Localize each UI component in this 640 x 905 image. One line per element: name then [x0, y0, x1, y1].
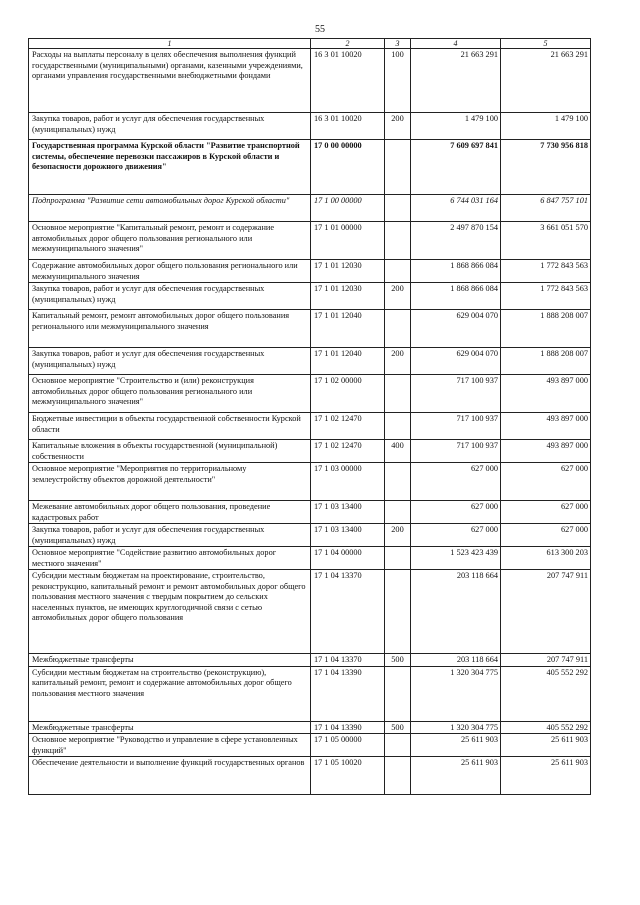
row-value-year-2: 493 897 000: [501, 375, 591, 413]
row-value-year-2: 1 888 208 007: [501, 310, 591, 348]
row-expense-type: 200: [385, 283, 411, 310]
table-row: [29, 195, 591, 222]
table-row: [29, 654, 591, 667]
row-expense-type: [385, 547, 411, 570]
row-expense-type: [385, 570, 411, 654]
row-value-year-1: 717 100 937: [411, 440, 501, 463]
row-name: Основное мероприятие "Капитальный ремонт, ремонт и содержание автомобильных дорог общего пользования регионального или межмуниципального значения": [29, 222, 311, 260]
table-row: [29, 310, 591, 348]
row-expense-type: [385, 501, 411, 524]
header-col-1: 1: [29, 39, 311, 49]
budget-table: [28, 38, 591, 795]
header-col-5: 5: [501, 39, 591, 49]
row-value-year-2: 493 897 000: [501, 440, 591, 463]
row-name: Закупка товаров, работ и услуг для обеспечения государственных (муниципальных) нужд: [29, 348, 311, 375]
header-col-2: 2: [311, 39, 385, 49]
row-name: Подпрограмма "Развитие сети автомобильных дорог Курской области": [29, 195, 311, 222]
row-code: 17 1 05 00000: [311, 734, 385, 757]
row-value-year-2: 1 479 100: [501, 113, 591, 140]
row-value-year-2: 6 847 757 101: [501, 195, 591, 222]
row-value-year-1: 629 004 070: [411, 348, 501, 375]
row-value-year-2: 405 552 292: [501, 721, 591, 734]
row-name: Содержание автомобильных дорог общего пользования регионального или межмуниципального значения: [29, 260, 311, 283]
row-name: Субсидии местным бюджетам на проектирование, строительство, реконструкцию, капитальный ремонт и ремонт автомобильных дорог общего пользования местного значения с твердым покрытием до сельских населенных пунктов, не имеющих круглогодичной связи с сетью автомобильных дорог общего пользования: [29, 570, 311, 654]
row-name: Межевание автомобильных дорог общего пользования, проведение кадастровых работ: [29, 501, 311, 524]
row-value-year-2: 1 772 843 563: [501, 283, 591, 310]
row-code: 17 1 04 00000: [311, 547, 385, 570]
table-row: [29, 140, 591, 195]
row-name: Капитальные вложения в объекты государственной (муниципальной) собственности: [29, 440, 311, 463]
row-value-year-1: 627 000: [411, 463, 501, 501]
row-value-year-2: 627 000: [501, 524, 591, 547]
row-code: 17 1 01 12040: [311, 348, 385, 375]
row-value-year-1: 7 609 697 841: [411, 140, 501, 195]
row-code: 16 3 01 10020: [311, 113, 385, 140]
row-name: Основное мероприятие "Строительство и (или) реконструкция автомобильных дорог общего пользования регионального или межмуниципального значения": [29, 375, 311, 413]
row-value-year-1: 629 004 070: [411, 310, 501, 348]
row-code: 17 1 03 13400: [311, 501, 385, 524]
row-code: 17 1 04 13390: [311, 721, 385, 734]
row-code: 17 1 00 00000: [311, 195, 385, 222]
table-row: [29, 49, 591, 113]
row-expense-type: 100: [385, 49, 411, 113]
row-name: Бюджетные инвестиции в объекты государственной собственности Курской области: [29, 413, 311, 440]
row-name: Основное мероприятие "Содействие развитию автомобильных дорог местного значения": [29, 547, 311, 570]
row-expense-type: [385, 140, 411, 195]
table-row: [29, 547, 591, 570]
row-value-year-2: 7 730 956 818: [501, 140, 591, 195]
row-expense-type: [385, 195, 411, 222]
row-value-year-2: 405 552 292: [501, 666, 591, 721]
table-row: [29, 721, 591, 734]
row-value-year-1: 203 118 664: [411, 654, 501, 667]
row-expense-type: [385, 757, 411, 795]
table-row: [29, 463, 591, 501]
table-row: [29, 113, 591, 140]
row-expense-type: [385, 413, 411, 440]
header-col-4: 4: [411, 39, 501, 49]
row-value-year-1: 203 118 664: [411, 570, 501, 654]
row-expense-type: [385, 463, 411, 501]
row-value-year-1: 627 000: [411, 524, 501, 547]
row-expense-type: [385, 310, 411, 348]
row-code: 17 1 02 12470: [311, 413, 385, 440]
row-code: 17 1 02 12470: [311, 440, 385, 463]
table-row: [29, 375, 591, 413]
row-expense-type: 200: [385, 113, 411, 140]
row-value-year-1: 1 523 423 439: [411, 547, 501, 570]
row-value-year-1: 717 100 937: [411, 375, 501, 413]
row-value-year-2: 1 772 843 563: [501, 260, 591, 283]
row-code: 17 1 01 12040: [311, 310, 385, 348]
row-expense-type: [385, 222, 411, 260]
row-code: 17 1 03 00000: [311, 463, 385, 501]
row-code: 17 1 04 13370: [311, 570, 385, 654]
row-value-year-1: 25 611 903: [411, 734, 501, 757]
row-value-year-2: 207 747 911: [501, 570, 591, 654]
row-code: 17 1 02 00000: [311, 375, 385, 413]
table-row: [29, 222, 591, 260]
table-row: [29, 666, 591, 721]
row-value-year-1: 21 663 291: [411, 49, 501, 113]
table-row: [29, 348, 591, 375]
row-value-year-2: 493 897 000: [501, 413, 591, 440]
page-number: 55: [315, 24, 325, 35]
row-expense-type: [385, 734, 411, 757]
row-expense-type: 500: [385, 721, 411, 734]
table-row: [29, 757, 591, 795]
row-name: Государственная программа Курской области "Развитие транспортной системы, обеспечение перевозки пассажиров в Курской области и безопасности дорожного движения": [29, 140, 311, 195]
row-value-year-2: 627 000: [501, 463, 591, 501]
row-name: Межбюджетные трансферты: [29, 654, 311, 667]
row-value-year-1: 717 100 937: [411, 413, 501, 440]
table-row: [29, 734, 591, 757]
row-value-year-2: 207 747 911: [501, 654, 591, 667]
row-value-year-1: 25 611 903: [411, 757, 501, 795]
row-value-year-1: 1 320 304 775: [411, 666, 501, 721]
row-value-year-1: 1 868 866 084: [411, 260, 501, 283]
row-code: 17 0 00 00000: [311, 140, 385, 195]
row-name: Закупка товаров, работ и услуг для обеспечения государственных (муниципальных) нужд: [29, 524, 311, 547]
row-name: Закупка товаров, работ и услуг для обеспечения государственных (муниципальных) нужд: [29, 283, 311, 310]
row-code: 17 1 01 12030: [311, 260, 385, 283]
row-value-year-1: 1 320 304 775: [411, 721, 501, 734]
row-value-year-2: 25 611 903: [501, 757, 591, 795]
row-value-year-2: 25 611 903: [501, 734, 591, 757]
row-expense-type: 200: [385, 524, 411, 547]
table-row: [29, 501, 591, 524]
row-name: Обеспечение деятельности и выполнение функций государственных органов: [29, 757, 311, 795]
row-value-year-2: 21 663 291: [501, 49, 591, 113]
row-value-year-1: 6 744 031 164: [411, 195, 501, 222]
row-name: Межбюджетные трансферты: [29, 721, 311, 734]
table-row: [29, 283, 591, 310]
table-row: [29, 570, 591, 654]
row-code: 17 1 04 13390: [311, 666, 385, 721]
row-value-year-2: 1 888 208 007: [501, 348, 591, 375]
row-name: Субсидии местным бюджетам на строительство (реконструкцию), капитальный ремонт, ремонт и содержание автомобильных дорог общего пользования местного значения: [29, 666, 311, 721]
row-expense-type: [385, 260, 411, 283]
row-code: 17 1 04 13370: [311, 654, 385, 667]
row-expense-type: [385, 666, 411, 721]
row-value-year-1: 627 000: [411, 501, 501, 524]
row-code: 17 1 03 13400: [311, 524, 385, 547]
row-code: 17 1 01 00000: [311, 222, 385, 260]
row-expense-type: [385, 375, 411, 413]
table-row: [29, 524, 591, 547]
row-name: Основное мероприятие "Мероприятия по территориальному землеустройству объектов дорожной деятельности": [29, 463, 311, 501]
row-name: Закупка товаров, работ и услуг для обеспечения государственных (муниципальных) нужд: [29, 113, 311, 140]
row-name: Расходы на выплаты персоналу в целях обеспечения выполнения функций государственными (муниципальными) органами, казенными учреждениями, органами управления государственными внебюджетными фондами: [29, 49, 311, 113]
row-value-year-1: 2 497 870 154: [411, 222, 501, 260]
header-col-3: 3: [385, 39, 411, 49]
row-name: Капитальный ремонт, ремонт автомобильных дорог общего пользования регионального или межмуниципального значения: [29, 310, 311, 348]
row-expense-type: 400: [385, 440, 411, 463]
row-expense-type: 500: [385, 654, 411, 667]
table-row: [29, 413, 591, 440]
table-header-row: [29, 39, 591, 49]
table-row: [29, 440, 591, 463]
row-value-year-2: 627 000: [501, 501, 591, 524]
table-row: [29, 260, 591, 283]
row-code: 17 1 05 10020: [311, 757, 385, 795]
row-expense-type: 200: [385, 348, 411, 375]
row-value-year-2: 3 661 051 570: [501, 222, 591, 260]
row-code: 16 3 01 10020: [311, 49, 385, 113]
row-value-year-1: 1 868 866 084: [411, 283, 501, 310]
row-code: 17 1 01 12030: [311, 283, 385, 310]
row-value-year-2: 613 300 203: [501, 547, 591, 570]
row-name: Основное мероприятие "Руководство и управление в сфере установленных функций": [29, 734, 311, 757]
row-value-year-1: 1 479 100: [411, 113, 501, 140]
